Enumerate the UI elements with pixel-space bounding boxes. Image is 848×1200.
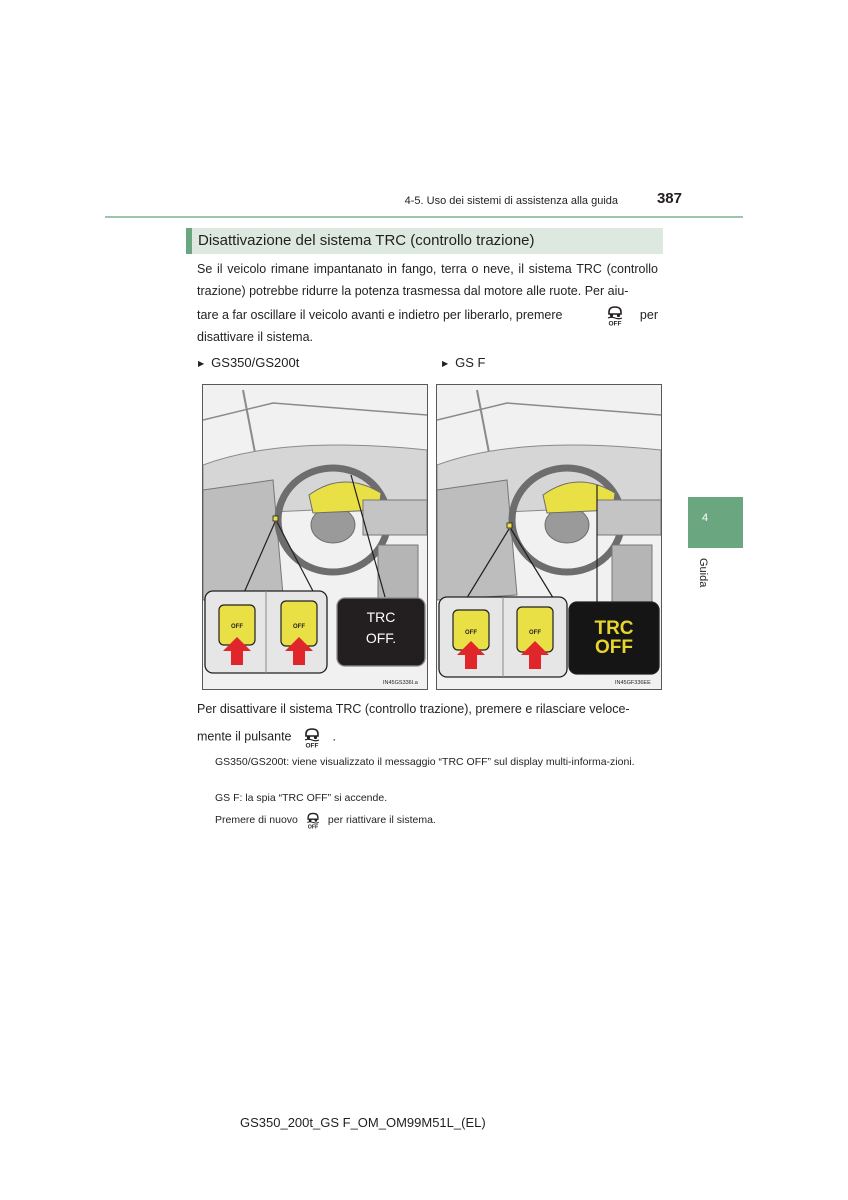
intro-line-b <box>197 303 658 327</box>
intro-text-b: tare a far oscillare il veicolo avanti e indietro per liberarlo, premere <box>197 308 563 322</box>
intro-text-b-end: per <box>639 308 658 322</box>
note-gsf: GS F: la spia “TRC OFF” si accende. <box>215 792 388 804</box>
button-caption-b: OFF <box>529 630 541 636</box>
note-reactivate-a: Premere di nuovo <box>215 813 298 826</box>
figure-gsf-dashboard <box>436 384 662 690</box>
button-caption-a: OFF <box>465 630 477 636</box>
trc-off-icon <box>304 810 322 830</box>
display-message-trc-off: TRC OFF. <box>365 609 397 646</box>
running-header-section: 4-5. Uso dei sistemi di assistenza alla guida <box>404 195 618 207</box>
intro-paragraph <box>197 258 658 302</box>
intro-text-c: disattivare il sistema. <box>197 330 314 344</box>
instruction-line-a <box>197 698 658 720</box>
variant-left-text: GS350/GS200t <box>211 355 300 370</box>
triangle-bullet-icon: ▶ <box>198 359 205 369</box>
trc-off-icon-caption: OFF <box>307 824 319 830</box>
intro-line-c <box>197 326 658 348</box>
section-title: Disattivazione del sistema TRC (controllo trazione) <box>198 232 535 249</box>
figure-gs350-dashboard <box>202 384 428 690</box>
note-reactivate-b: per riattivare il sistema. <box>327 813 436 826</box>
chapter-label: Guida <box>697 558 709 588</box>
instruction-text-a: Per disattivare il sistema TRC (controllo trazione), premere e rilasciare veloce- <box>197 702 630 716</box>
figure-code: IN45GF336EE <box>615 680 651 686</box>
instruction-line-b <box>197 725 658 749</box>
trc-off-icon-caption: OFF <box>608 320 622 327</box>
variant-label-gs350 <box>198 355 299 370</box>
intro-text-a: Se il veicolo rimane impantanato in fango, terra o neve, il sistema TRC (controllo trazione) potrebbe ridurre la potenza trasmessa dal motore alle ruote. Per aiu- <box>197 262 658 298</box>
variant-label-gsf <box>442 355 486 370</box>
trc-off-icon <box>301 725 323 749</box>
indicator-trc-off: TRC OFF <box>594 618 634 658</box>
trc-off-icon <box>604 303 626 327</box>
trc-off-icon-caption: OFF <box>305 742 319 749</box>
triangle-bullet-icon: ▶ <box>442 359 449 369</box>
button-caption-b: OFF <box>293 624 305 630</box>
page-number: 387 <box>656 190 682 207</box>
chapter-number: 4 <box>701 512 709 524</box>
footer-code: GS350_200t_GS F_OM_OM99M51L_(EL) <box>240 1115 486 1130</box>
note-gs350: GS350/GS200t: viene visualizzato il messaggio “TRC OFF” sul display multi-informa-zioni. <box>215 756 635 768</box>
section-title-bar <box>186 228 663 254</box>
figure-code: IN45GS336I.a <box>383 680 418 686</box>
header-rule <box>105 216 743 218</box>
button-caption-a: OFF <box>231 624 243 630</box>
instruction-text-b: mente il pulsante <box>197 729 292 744</box>
note-reactivate <box>215 810 436 830</box>
instruction-text-b-end: . <box>332 729 336 744</box>
variant-right-text: GS F <box>455 355 486 370</box>
